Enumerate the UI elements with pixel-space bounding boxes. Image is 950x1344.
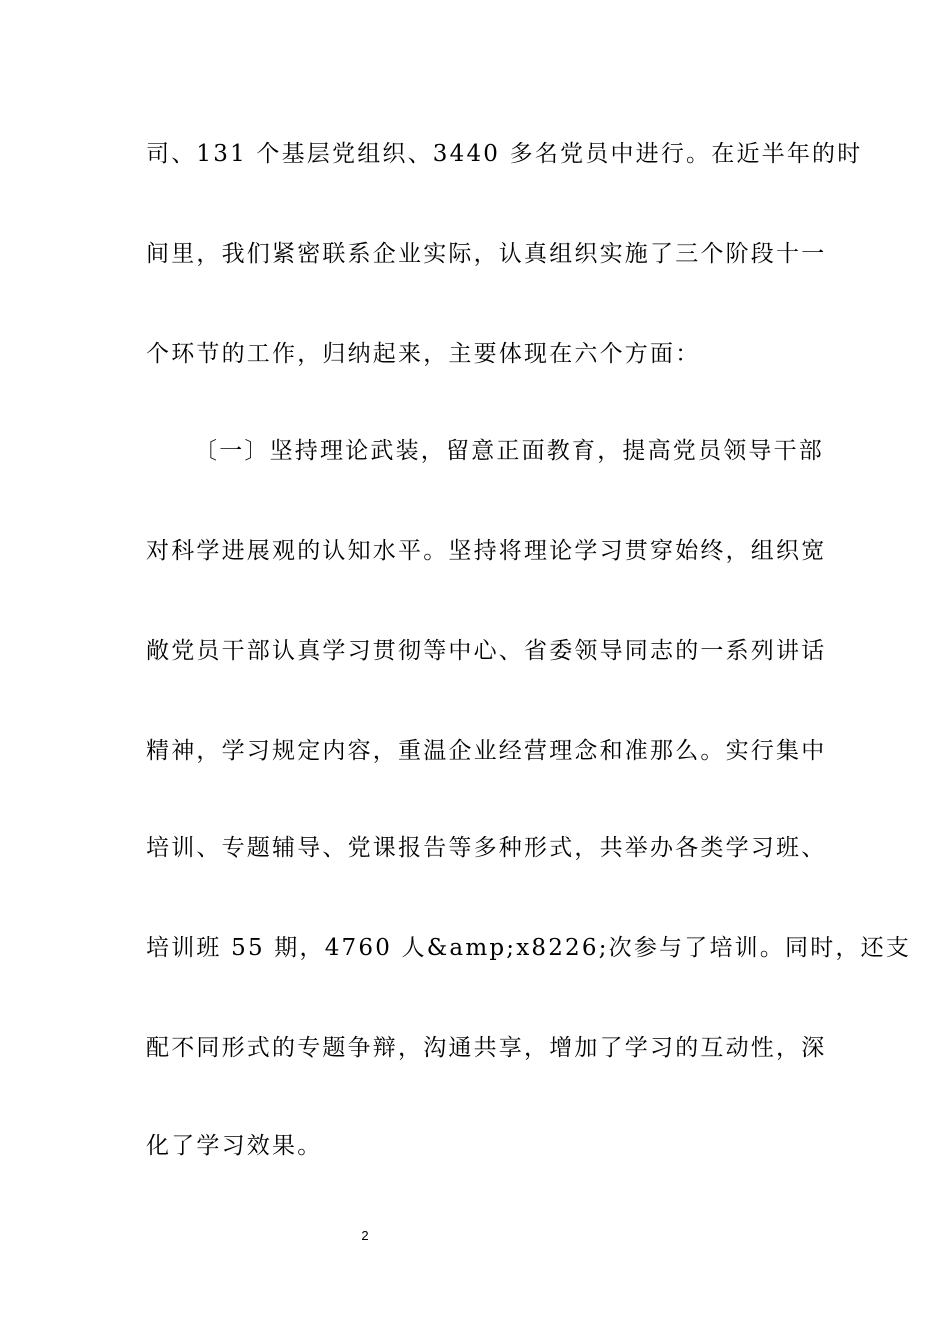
body-text-line-2: 间里，我们紧密联系企业实际，认真组织实施了三个阶段十一: [146, 241, 827, 267]
body-text-line-11: 化了学习效果。: [146, 1133, 323, 1159]
body-text-line-6: 敞党员干部认真学习贯彻等中心、省委领导同志的一系列讲话: [146, 638, 827, 664]
body-text-line-1: 司、131 个基层党组织、3440 多名党员中进行。在近半年的时: [146, 141, 863, 167]
body-text-line-7: 精神，学习规定内容，重温企业经营理念和准那么。实行集中: [146, 738, 827, 764]
body-text-line-3: 个环节的工作，归纳起来，主要体现在六个方面：: [146, 341, 701, 367]
body-text-line-8: 培训、专题辅导、党课报告等多种形式，共举办各类学习班、: [146, 835, 827, 861]
body-text-line-10: 配不同形式的专题争辩，沟通共享，增加了学习的互动性，深: [146, 1035, 827, 1061]
page-number: 2: [361, 1228, 369, 1243]
body-text-line-9: 培训班 55 期，4760 人&amp;x8226;次参与了培训。同时，还支: [146, 935, 912, 961]
section-heading-line: 〔一〕坚持理论武装，留意正面教育，提高党员领导干部: [194, 438, 824, 464]
body-text-line-5: 对科学进展观的认知水平。坚持将理论学习贯穿始终，组织宽: [146, 538, 827, 564]
